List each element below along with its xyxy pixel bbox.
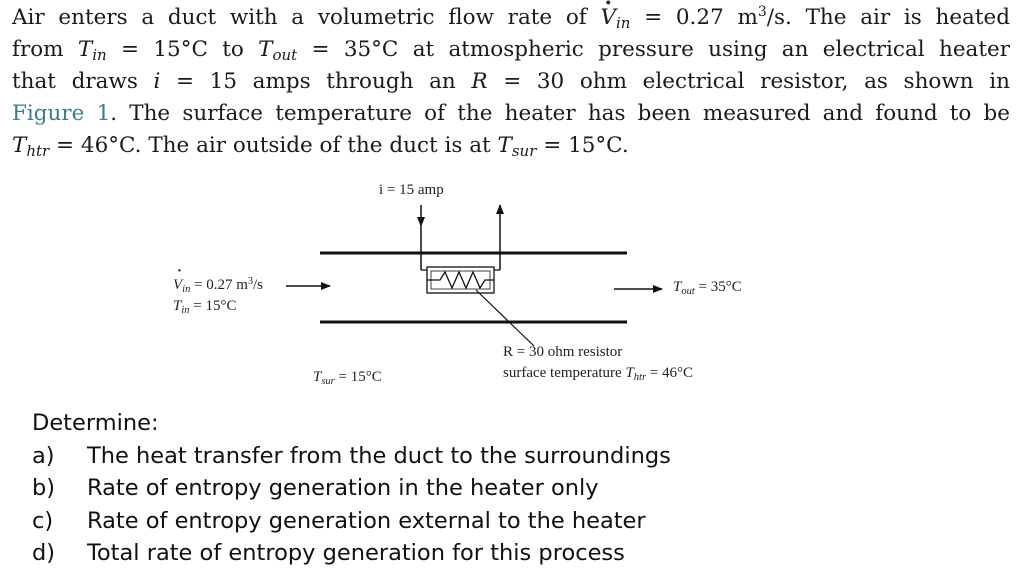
subscript: sur [511, 142, 537, 160]
temperature-symbol: T [497, 133, 512, 158]
question-letter: d) [32, 540, 56, 566]
questions-section [32, 407, 671, 570]
problem-line-4 [12, 98, 1010, 130]
subscript: in [92, 46, 107, 64]
questions-heading: Determine: [32, 410, 159, 436]
subscript: out [272, 46, 298, 64]
problem-statement [12, 2, 1010, 162]
text-run: = 15°C [334, 369, 382, 385]
temperature-symbol: T [77, 37, 93, 62]
temperature-symbol: T [673, 279, 682, 295]
temperature-symbol: T [258, 37, 273, 62]
text-run: Air enters a duct with a volumetric flow rate of [12, 5, 601, 30]
question-letter: b) [32, 475, 56, 501]
question-item [32, 537, 671, 570]
subscript: in [615, 14, 631, 32]
text-run: = 15°C. [536, 133, 629, 158]
subscript: in [181, 305, 190, 316]
temperature-symbol: T [625, 365, 634, 381]
text-run: /s. The air is heated [766, 5, 1010, 30]
problem-line-5 [12, 130, 1010, 162]
question-letter: a) [32, 442, 55, 469]
resistance-symbol: R [471, 69, 488, 94]
superscript: 3 [757, 4, 767, 20]
surroundings-temp-label [313, 369, 382, 386]
text-run: = 30 ohm electrical resistor, as shown in [487, 69, 1010, 94]
text-run: surface temperature [503, 365, 626, 381]
text-run: = 15°C [189, 298, 237, 314]
inlet-flow-label [173, 277, 263, 294]
inlet-temp-label [173, 298, 236, 315]
text-run: that draws [12, 69, 154, 94]
question-text: Rate of entropy generation external to the heater [87, 507, 646, 534]
subscript: in [182, 284, 191, 295]
question-text: Rate of entropy generation in the heater only [87, 475, 599, 501]
superscript: 3 [247, 276, 253, 287]
subscript: sur [321, 376, 335, 387]
flow-symbol: · V [173, 277, 182, 294]
resistor-leader-line [476, 290, 534, 346]
current-symbol: i [153, 69, 161, 94]
temperature-symbol: T [313, 369, 322, 385]
question-item [32, 472, 671, 505]
text-run: from [12, 37, 78, 62]
text-run: = 15°C to [106, 37, 259, 62]
question-text: The heat transfer from the duct to the surroundings [87, 442, 671, 469]
problem-line-2 [12, 34, 1010, 66]
question-text: Total rate of entropy generation for this process [87, 540, 625, 566]
text-run: = 35°C [694, 279, 742, 295]
text-run: = 0.27 m [190, 277, 248, 293]
subscript: htr [26, 142, 50, 160]
surface-temp-label [503, 365, 693, 382]
question-item [32, 505, 671, 538]
volumetric-flow-symbol: · V [600, 2, 616, 34]
current-label: i = 15 amp [379, 182, 444, 198]
resistor-label: R = 30 ohm resistor [503, 344, 623, 360]
question-item [32, 440, 671, 473]
subscript: htr [633, 372, 647, 383]
temperature-symbol: T [173, 298, 182, 314]
problem-line-1 [12, 2, 1010, 34]
text-run: = 0.27 m [630, 5, 758, 30]
subscript: out [681, 286, 695, 297]
text-run: = 15 amps through an [160, 69, 472, 94]
outlet-temp-label [673, 279, 742, 296]
problem-line-3 [12, 66, 1010, 98]
question-letter: c) [32, 507, 54, 534]
figure-link[interactable]: Figure 1 [12, 101, 111, 126]
text-run: = 35°C at atmospheric pressure using an electrical heater [297, 37, 1011, 62]
duct-heater-figure [0, 170, 1022, 410]
text-run: /s [252, 277, 263, 293]
temperature-symbol: T [12, 133, 27, 158]
text-run: . The surface temperature of the heater has been measured and found to be [110, 101, 1010, 126]
text-run: = 46°C [646, 365, 694, 381]
text-run: = 46°C. The air outside of the duct is at [49, 133, 498, 158]
